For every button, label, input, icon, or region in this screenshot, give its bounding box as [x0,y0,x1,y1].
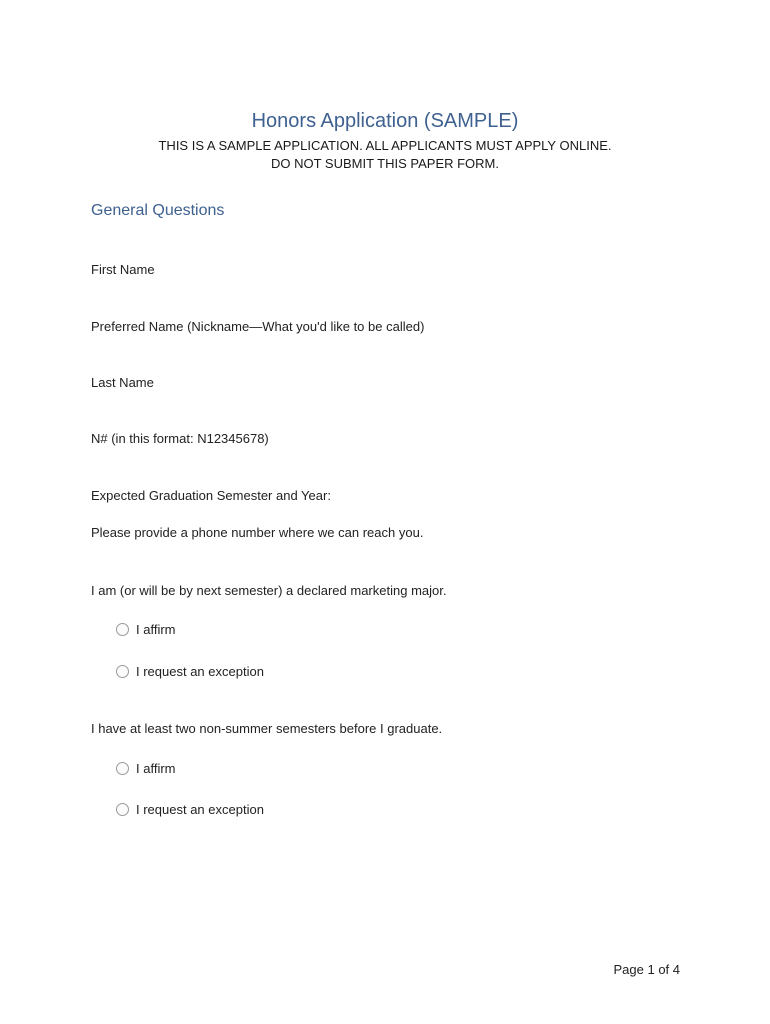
page-title: Honors Application (SAMPLE) [251,110,519,132]
question-n-number: N# (in this format: N12345678) [91,431,269,446]
radio-option-label: I affirm [136,622,176,637]
section-title: General Questions [91,202,225,219]
page-number: Page 1 of 4 [613,962,680,977]
radio-option-affirm-semesters[interactable] [116,760,176,777]
notice-line-2: DO NOT SUBMIT THIS PAPER FORM. [270,156,499,171]
radio-option-exception-major[interactable] [116,663,264,680]
radio-button[interactable] [116,623,129,636]
question-semesters: I have at least two non-summer semesters before I graduate. [91,721,443,736]
question-first-name: First Name [91,262,155,277]
radio-button[interactable] [116,665,129,678]
question-graduation: Expected Graduation Semester and Year: [91,488,331,503]
question-marketing-major: I am (or will be by next semester) a declared marketing major. [91,583,447,598]
notice-line-1: THIS IS A SAMPLE APPLICATION. ALL APPLICANTS MUST APPLY ONLINE. [158,138,612,153]
radio-button[interactable] [116,803,129,816]
radio-option-affirm-major[interactable] [116,621,176,638]
radio-option-exception-semesters[interactable] [116,801,264,818]
radio-option-label: I request an exception [136,802,264,817]
radio-button[interactable] [116,762,129,775]
radio-option-label: I affirm [136,761,176,776]
radio-option-label: I request an exception [136,664,264,679]
question-phone: Please provide a phone number where we can reach you. [91,525,424,540]
question-preferred-name: Preferred Name (Nickname—What you'd like to be called) [91,319,425,334]
question-last-name: Last Name [91,375,154,390]
